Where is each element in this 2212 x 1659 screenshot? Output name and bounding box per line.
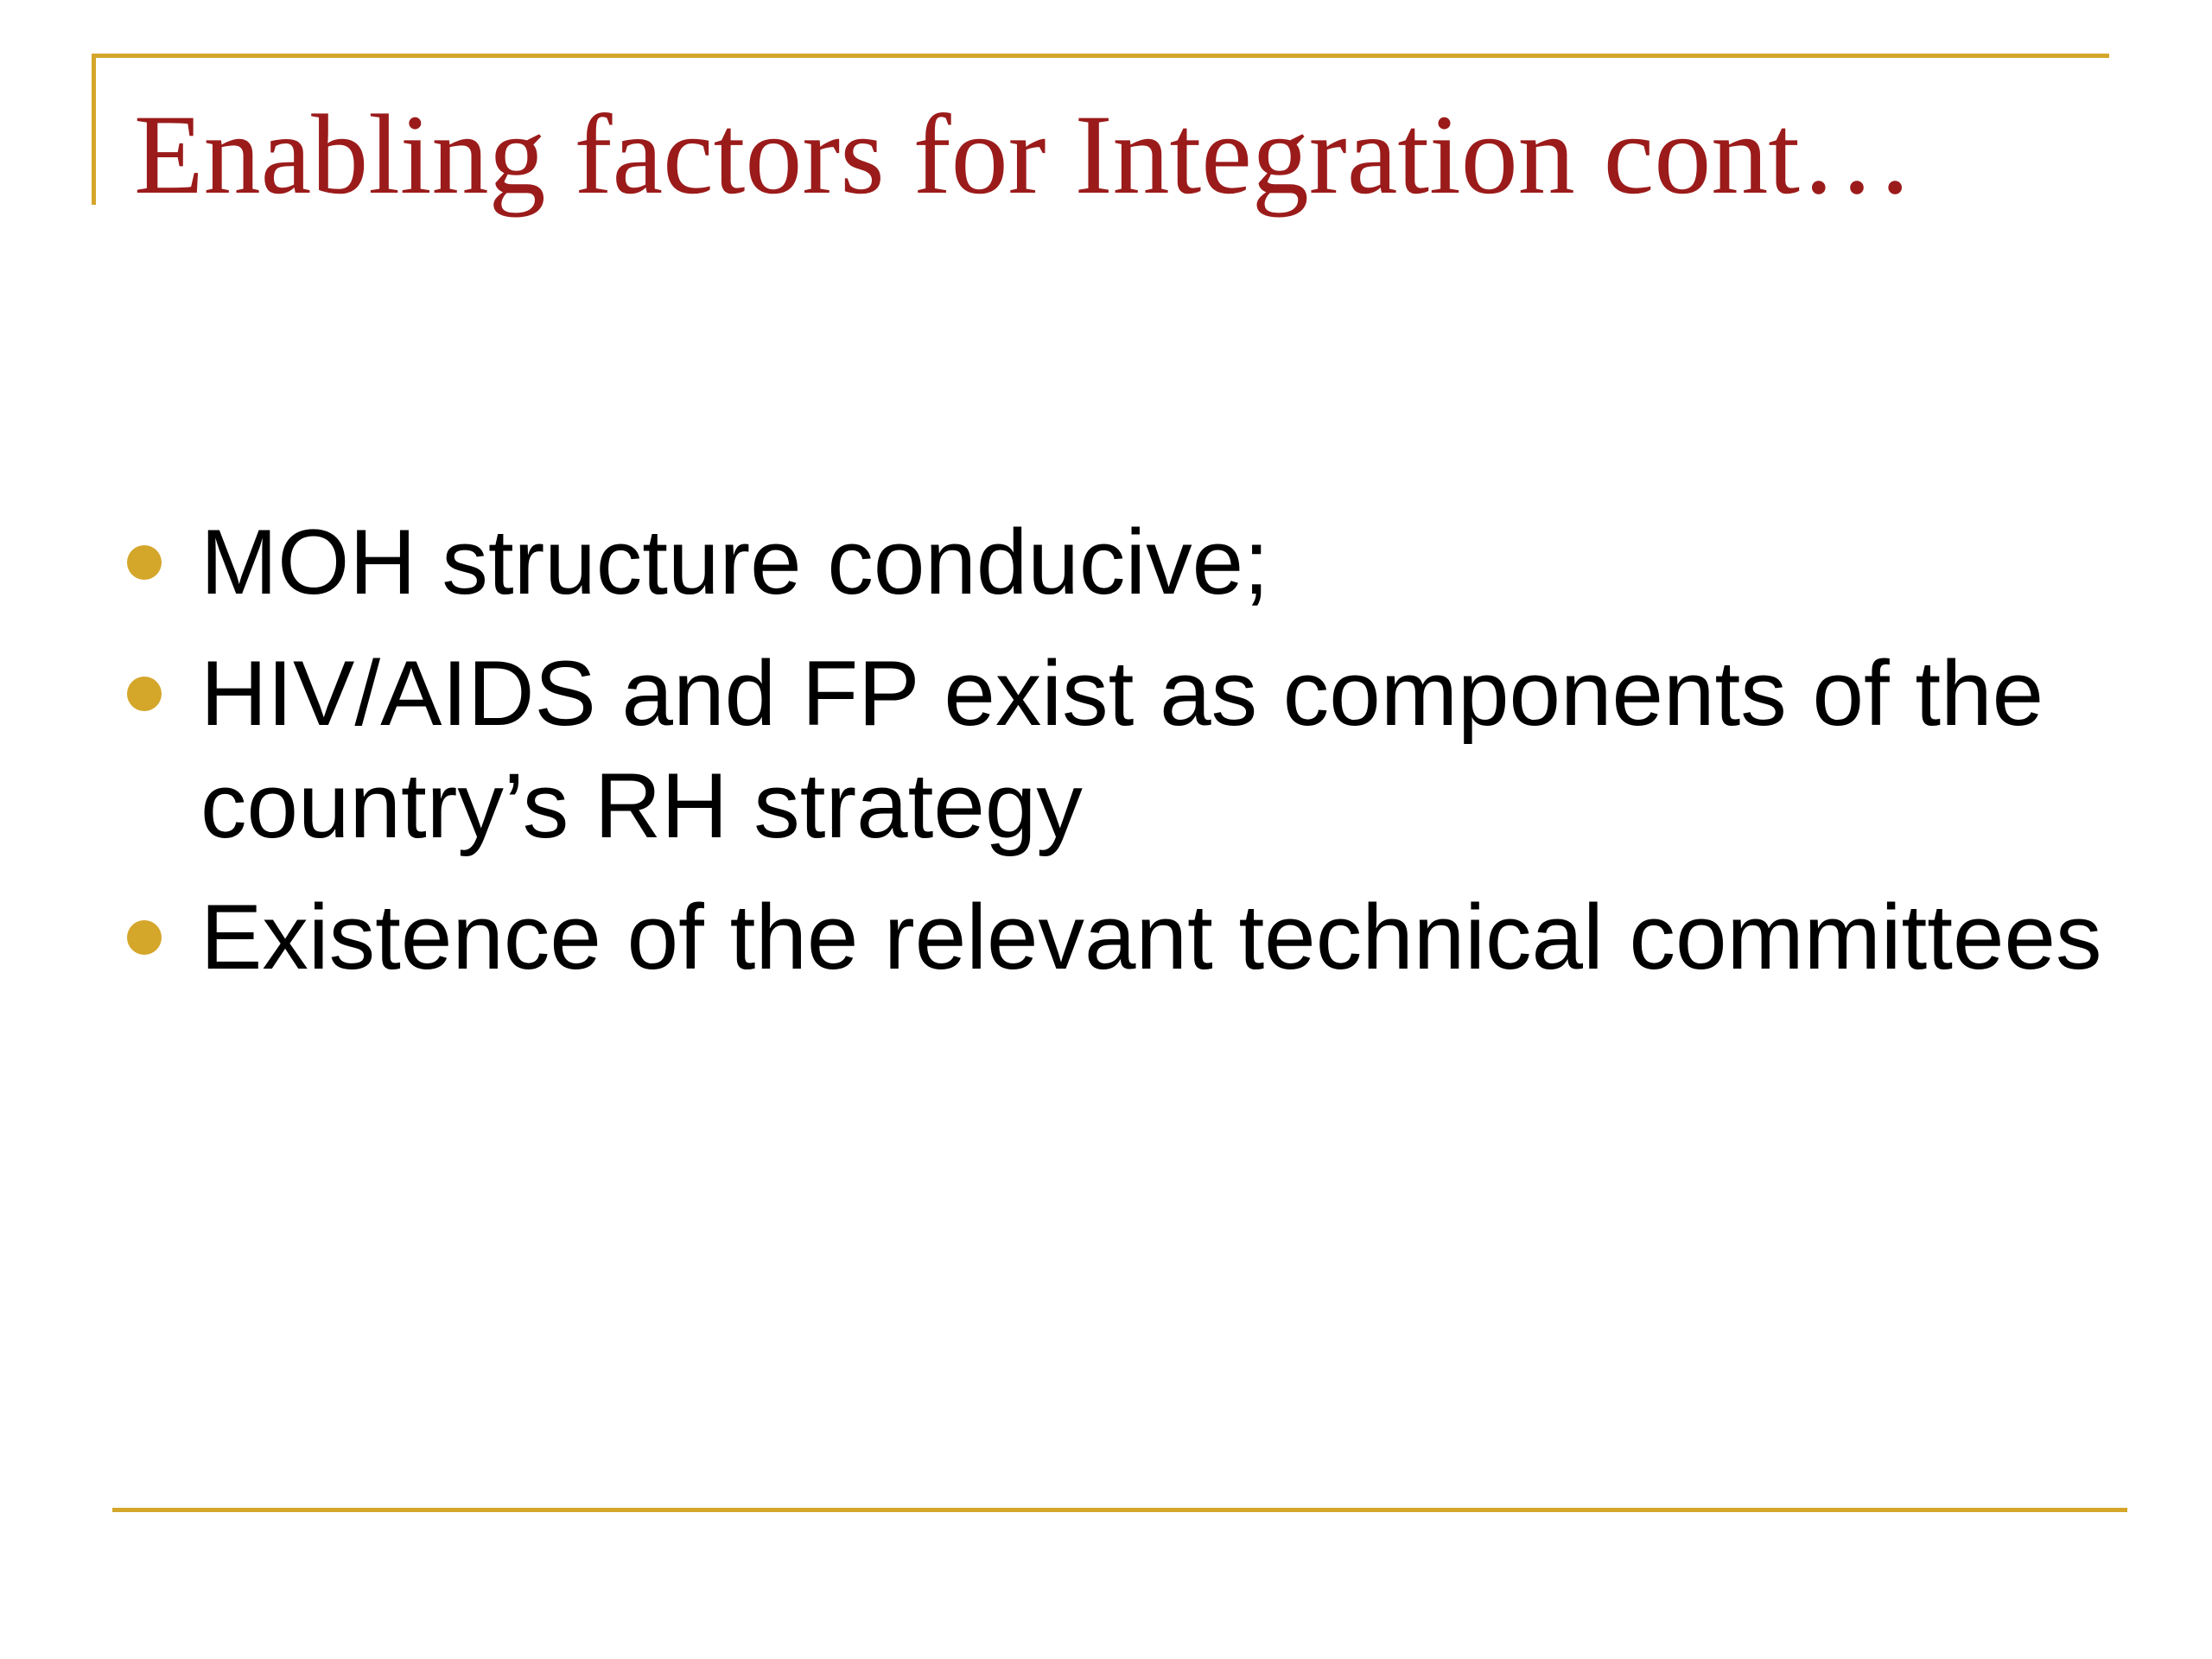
bullet-item bbox=[121, 637, 2108, 861]
slide-title: Enabling factors for Integration cont… bbox=[134, 91, 1914, 218]
bullet-text: Existence of the relevant technical committees bbox=[200, 885, 2102, 988]
bullet-dot-icon bbox=[127, 677, 162, 711]
bullet-item bbox=[121, 505, 2108, 618]
bullet-dot-icon bbox=[127, 920, 162, 955]
bullet-text: HIV/AIDS and FP exist as components of the country’s RH strategy bbox=[200, 641, 2044, 857]
bullet-text: MOH structure conducive; bbox=[200, 510, 1269, 613]
top-frame-rule bbox=[92, 54, 2109, 58]
left-frame-rule bbox=[92, 54, 96, 205]
bullet-dot-icon bbox=[127, 545, 162, 580]
bullet-item bbox=[121, 880, 2108, 993]
bullet-list bbox=[121, 505, 2108, 1012]
bottom-rule bbox=[112, 1508, 2127, 1512]
